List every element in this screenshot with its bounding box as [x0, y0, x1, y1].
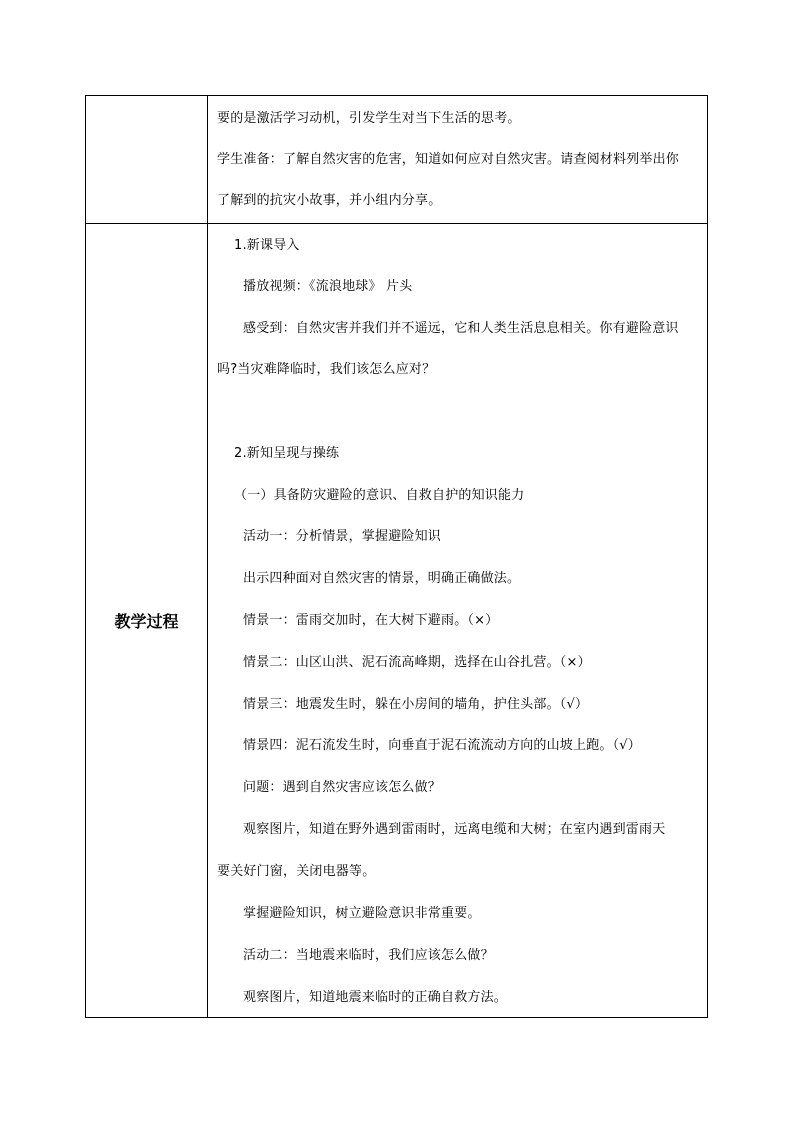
- row1-line: 了解到的抗灾小故事，并小组内分享。: [217, 193, 442, 208]
- content-line: 要关好门窗，关闭电器等。: [217, 864, 376, 879]
- content-line: 问题：遇到自然灾害应该怎么做？: [243, 780, 442, 795]
- content-line: 出示四种面对自然灾害的情景，明确正确做法。: [243, 571, 521, 586]
- content-line: 2.新知呈现与操练: [234, 446, 340, 461]
- content-line: （一）具备防灾避险的意识、自救自护的知识能力: [234, 488, 525, 503]
- section-label: 教学过程: [114, 612, 179, 631]
- content-line: 播放视频：《流浪地球》 片头: [243, 279, 413, 294]
- content-line: 掌握避险知识，树立避险意识非常重要。: [243, 906, 481, 921]
- content-line: 情景三：地震发生时，躲在小房间的墙角，护住头部。（√）: [243, 697, 589, 712]
- lesson-plan-table: [85, 95, 708, 1018]
- content-line: 观察图片，知道地震来临时的正确自救方法。: [243, 990, 508, 1005]
- content-line: 感受到：自然灾害并我们并不遥远，它和人类生活息息相关。你有避险意识: [243, 321, 679, 336]
- content-line: 情景四：泥石流发生时，向垂直于泥石流流动方向的山坡上跑。（√）: [243, 738, 641, 753]
- content-line: 活动二：当地震来临时，我们应该怎么做？: [243, 948, 494, 963]
- row1-line: 要的是激活学习动机，引发学生对当下生活的思考。: [217, 111, 521, 126]
- row-divider: [86, 223, 707, 224]
- row1-line: 学生准备：了解自然灾害的危害，知道如何应对自然灾害。请查阅材料列举出你: [217, 152, 680, 167]
- content-line: 活动一：分析情景，掌握避险知识: [243, 529, 442, 544]
- content-line: 吗?当灾难降临时，我们该怎么应对？: [217, 362, 436, 377]
- content-line: 情景一：雷雨交加时，在大树下避雨。（×）: [243, 613, 499, 628]
- content-line: 1.新课导入: [234, 238, 300, 253]
- content-line: 观察图片，知道在野外遇到雷雨时，远离电缆和大树；在室内遇到雷雨天: [243, 822, 666, 837]
- column-divider: [207, 96, 208, 1017]
- content-line: 情景二：山区山洪、泥石流高峰期，选择在山谷扎营。（×）: [243, 655, 591, 670]
